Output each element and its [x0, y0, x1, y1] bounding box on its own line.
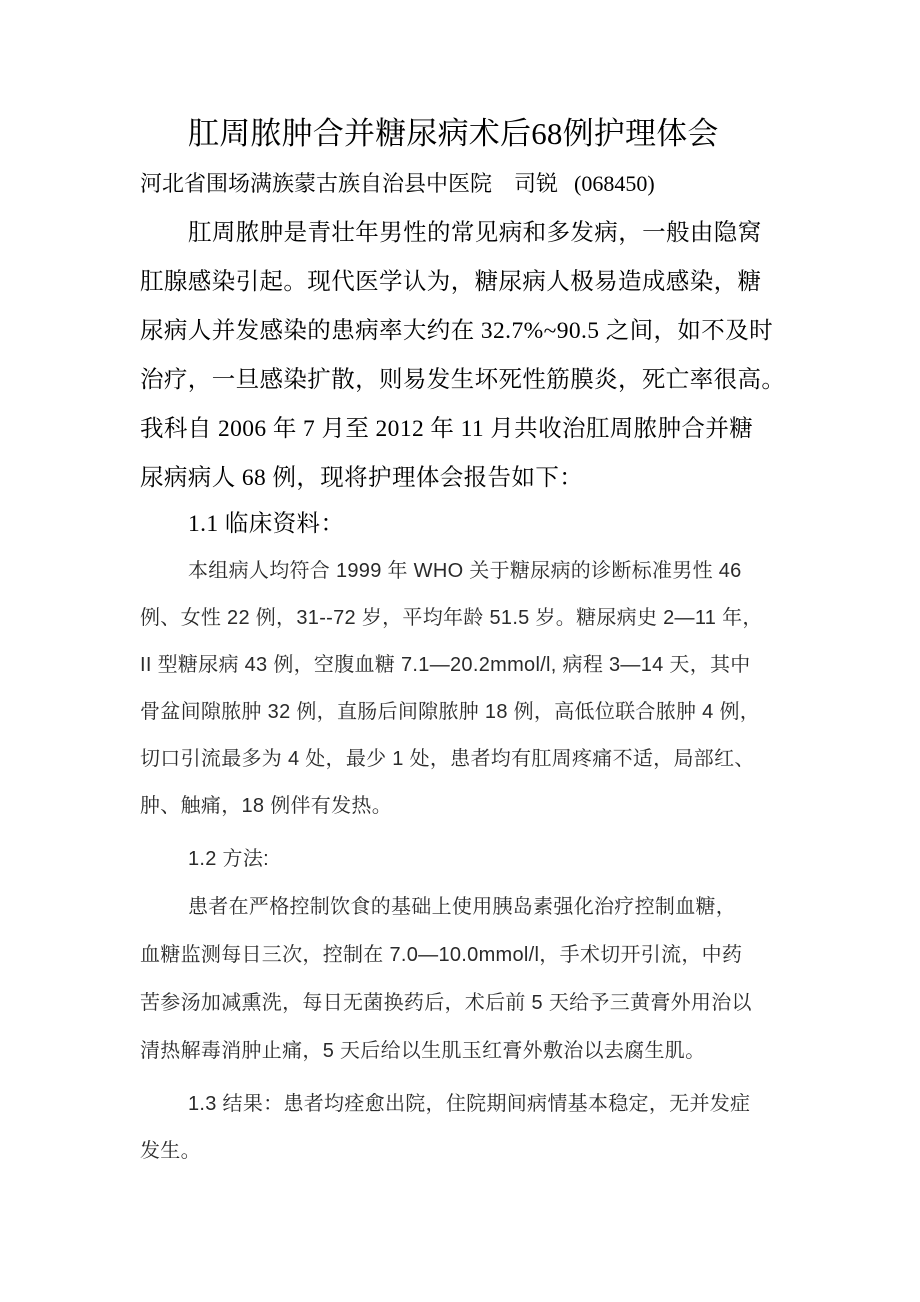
clinical-data-line: II 型糖尿病 43 例，空腹血糖 7.1—20.2mmol/l, 病程 3—14 天，其中	[140, 654, 751, 676]
intro-line: 肛腺感染引起。现代医学认为，糖尿病人极易造成感染，糖	[140, 269, 762, 295]
postal-code: (068450)	[574, 171, 655, 196]
section-heading-methods: 1.2 方法:	[188, 848, 270, 870]
intro-line: 尿病人并发感染的患病率大约在 32.7%~90.5 之间，如不及时	[140, 318, 773, 344]
clinical-data-line: 例、女性 22 例，31--72 岁，平均年龄 51.5 岁。糖尿病史 2—11 年，	[140, 607, 763, 629]
methods-line: 清热解毒消肿止痛，5 天后给以生肌玉红膏外敷治以去腐生肌。	[140, 1040, 706, 1062]
document-title: 肛周脓肿合并糖尿病术后68例护理体会	[188, 116, 719, 151]
methods-line: 苦参汤加减熏洗，每日无菌换药后，术后前 5 天给予三黄膏外用治以	[140, 992, 752, 1014]
clinical-data-line: 本组病人均符合 1999 年 WHO 关于糖尿病的诊断标准男性 46	[188, 560, 742, 582]
author-affiliation	[140, 168, 655, 200]
clinical-data-line: 骨盆间隙脓肿 32 例，直肠后间隙脓肿 18 例，高低位联合脓肿 4 例，	[140, 701, 761, 723]
intro-line: 肛周脓肿是青壮年男性的常见病和多发病，一般由隐窝	[188, 220, 762, 246]
methods-line: 血糖监测每日三次，控制在 7.0—10.0mmol/l，手术切开引流，中药	[140, 944, 743, 966]
section-heading-clinical-data: 1.1 临床资料：	[188, 511, 345, 537]
methods-line: 患者在严格控制饮食的基础上使用胰岛素强化治疗控制血糖，	[188, 896, 737, 918]
results-line: 1.3 结果：患者均痊愈出院，住院期间病情基本稳定，无并发症	[188, 1093, 751, 1115]
results-line: 发生。	[140, 1140, 201, 1162]
clinical-data-line: 肿、触痛，18 例伴有发热。	[140, 795, 393, 817]
intro-line: 治疗，一旦感染扩散，则易发生坏死性筋膜炎，死亡率很高。	[140, 367, 786, 393]
author-name: 司锐	[514, 171, 559, 196]
intro-line: 我科自 2006 年 7 月至 2012 年 11 月共收治肛周脓肿合并糖	[140, 416, 754, 442]
institution-name: 河北省围场满族蒙古族自治县中医院	[140, 171, 493, 196]
clinical-data-line: 切口引流最多为 4 处，最少 1 处，患者均有肛周疼痛不适，局部红、	[140, 748, 755, 770]
intro-line: 尿病病人 68 例，现将护理体会报告如下：	[140, 465, 584, 491]
